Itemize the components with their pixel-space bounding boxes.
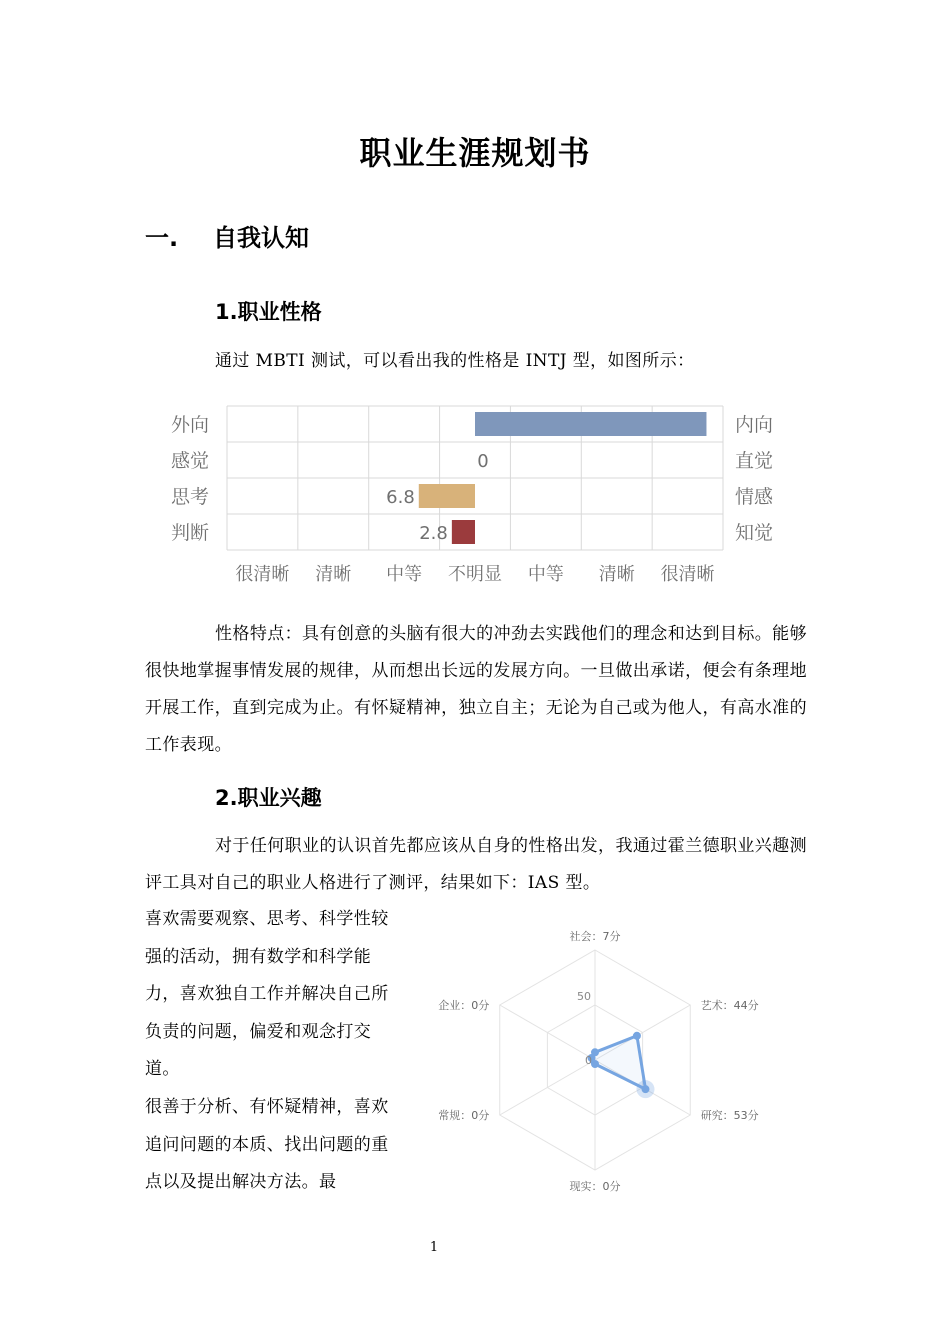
page-title: 职业生涯规划书 [359, 134, 591, 172]
subsection-title-personality: 1.职业性格 [215, 300, 322, 324]
mbti-x-tick-label: 清晰 [598, 564, 635, 585]
radar-series-line [592, 1036, 646, 1089]
mbti-left-label: 感觉 [171, 450, 210, 472]
mbti-left-label: 判断 [171, 522, 210, 544]
mbti-intro-paragraph: 通过 MBTI 测试，可以看出我的性格是 INTJ 型，如图所示： [215, 351, 695, 371]
mbti-x-tick-label: 不明显 [448, 564, 502, 585]
traits-paragraph: 性格特点：具有创意的头脑有很大的冲劲去实践他们的理念和达到目标。能够很快地掌握事情发展的规律，从而想出长远的发展方向。一旦做出承诺，便会有条理地开展工作，直到完成为止。有怀疑精神，独立自主；无论为自己或为他人，有高水准的工作表现。 [145, 624, 807, 755]
radar-tick-label: 0 [585, 1054, 592, 1067]
mbti-bar [475, 412, 706, 436]
radar-axis-label: 研究：53分 [700, 1109, 759, 1122]
radar-axis-label: 常规：0分 [438, 1109, 490, 1122]
section-title: 自我认知 [213, 224, 309, 252]
side-paragraph-2: 很善于分析、有怀疑精神，喜欢追问问题的本质、找出问题的重点以及提出解决方法。最 [145, 1097, 389, 1192]
mbti-data-label: 0 [477, 451, 489, 472]
radar-axis-label: 艺术：44分 [700, 999, 759, 1012]
mbti-x-tick-label: 很清晰 [660, 564, 715, 585]
mbti-x-tick-label: 中等 [386, 564, 423, 585]
mbti-bar [452, 520, 475, 544]
mbti-left-label: 思考 [171, 486, 210, 508]
radar-tick-label: 50 [577, 990, 591, 1003]
mbti-right-label: 直觉 [735, 450, 774, 472]
mbti-x-tick-label: 中等 [527, 564, 564, 585]
radar-axis-label: 企业：0分 [438, 999, 490, 1012]
mbti-right-label: 内向 [735, 414, 774, 436]
radar-axis-label: 现实：0分 [569, 1180, 621, 1193]
radar-axis-label: 社会：7分 [569, 930, 621, 943]
mbti-left-label: 外向 [171, 414, 210, 436]
mbti-right-label: 知觉 [735, 522, 774, 544]
subsection-title-interest: 2.职业兴趣 [215, 786, 322, 810]
holland-radar-chart [410, 920, 800, 1200]
radar-point [641, 1085, 649, 1093]
radar-series [588, 1032, 655, 1098]
mbti-bar-chart [145, 398, 807, 590]
interest-paragraph: 对于任何职业的认识首先都应该从自身的性格出发，我通过霍兰德职业兴趣测评工具对自己的职业人格进行了测评，结果如下：IAS 型。 [145, 836, 807, 893]
mbti-x-tick-label: 很清晰 [235, 564, 290, 585]
mbti-data-label: 6.8 [386, 487, 415, 508]
section-number: 一. [145, 224, 179, 252]
mbti-x-tick-label: 清晰 [315, 564, 352, 585]
mbti-right-label: 情感 [735, 486, 774, 508]
page-number: 1 [429, 1240, 439, 1255]
radar-point [633, 1032, 641, 1040]
mbti-bar [419, 484, 475, 508]
side-paragraph-1: 喜欢需要观察、思考、科学性较强的活动，拥有数学和科学能力，喜欢独自工作并解决自己所负责的问题，偏爱和观念打交道。 [145, 909, 389, 1079]
mbti-data-label: 2.8 [419, 523, 448, 544]
